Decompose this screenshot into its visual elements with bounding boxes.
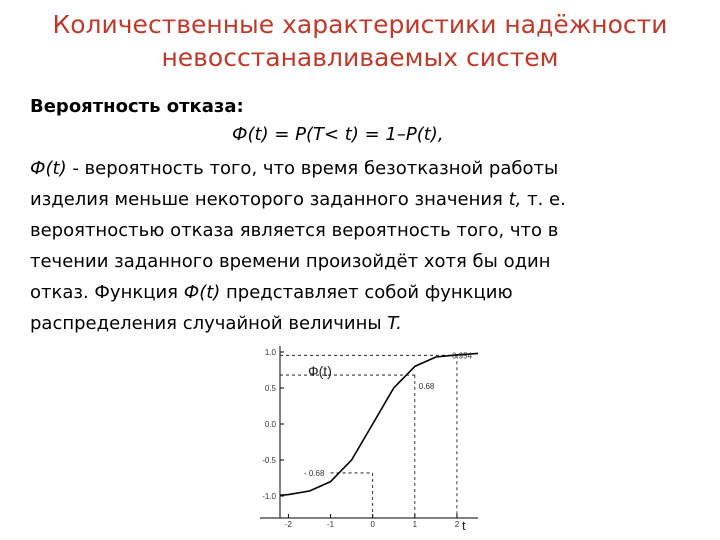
section-heading: Вероятность отказа:	[30, 96, 244, 117]
x-tick-label: -2	[284, 520, 292, 529]
phi-symbol: Ф(t)	[30, 158, 67, 179]
annotation-neg068: - 0.68	[304, 468, 325, 478]
slide-title	[0, 8, 720, 74]
y-axis-label: Ф(t)	[308, 363, 332, 379]
y-tick-label: 0.5	[264, 384, 276, 393]
para-line-2: изделия меньше некоторого заданного значения t, т. е.	[30, 189, 566, 210]
x-tick-label: 1	[412, 520, 418, 529]
y-tick-label: -0.5	[262, 456, 276, 465]
x-tick-label: 0	[370, 520, 375, 529]
y-tick-label: 0.0	[264, 420, 276, 429]
x-tick-label: 2	[454, 520, 460, 529]
para-line-3: вероятностью отказа является вероятность того, что в	[30, 220, 559, 241]
x-tick-label: -1	[326, 520, 335, 529]
para-line-1: Ф(t) - вероятность того, что время безотказной работы	[30, 158, 559, 179]
phi-symbol: Ф(t)	[183, 282, 221, 303]
title-line-1: Количественные характеристики надёжности	[52, 10, 668, 39]
y-tick-label: 1.0	[264, 348, 276, 357]
para-line-4: течении заданного времени произойдёт хотя бы один	[30, 251, 551, 272]
y-tick-label: -1.0	[262, 492, 276, 501]
title-line-2: невосстанавливаемых систем	[161, 43, 559, 72]
para-line-5: отказ. Функция Ф(t) представляет собой функцию	[30, 282, 513, 303]
distribution-chart	[238, 332, 490, 533]
para-line-6: распределения случайной величины T.	[30, 313, 402, 334]
formula: Ф(t) = P(T< t) = 1–P(t),	[232, 124, 444, 145]
annotation-068: 0.68	[418, 382, 435, 392]
x-axis-label: t	[462, 518, 466, 533]
description-paragraph	[30, 153, 700, 339]
annotation-0954: 0.954	[452, 351, 473, 361]
